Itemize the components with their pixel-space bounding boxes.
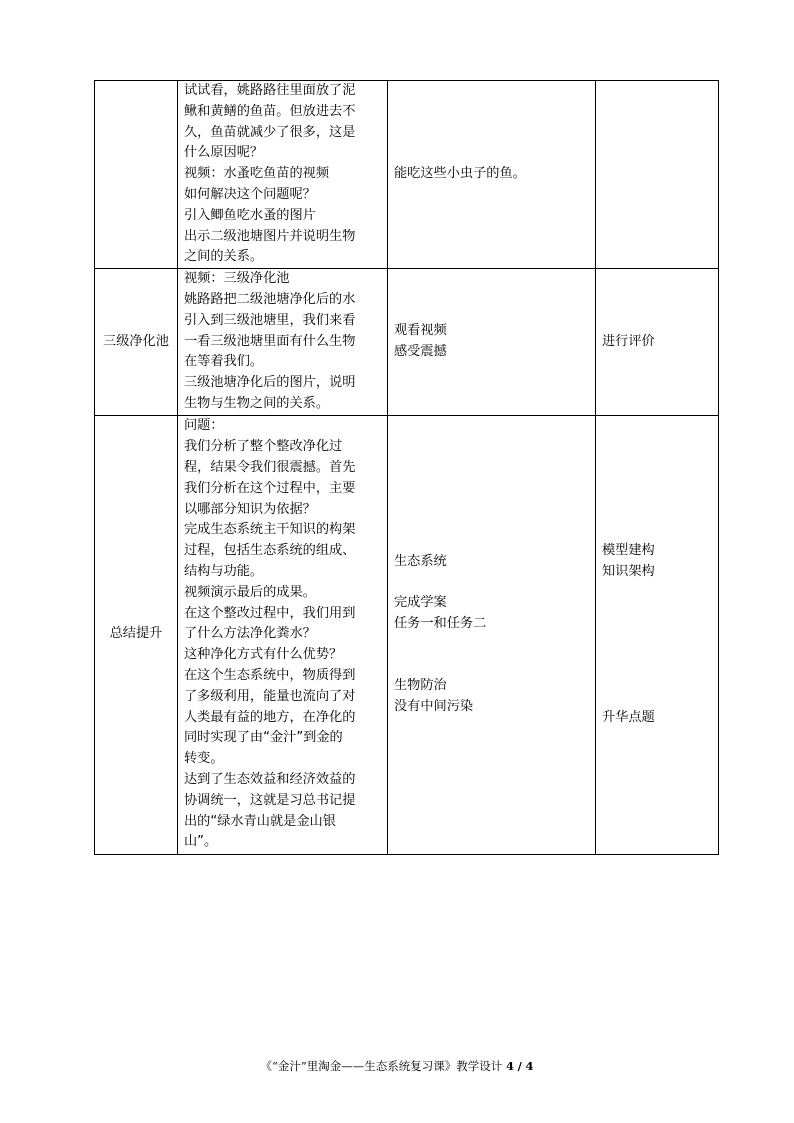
teacher-line: 三级池塘净化后的图片，说明 bbox=[184, 375, 356, 391]
teacher-line: 这种净化方式有什么优势？ bbox=[184, 647, 343, 663]
teacher-line: 我们分析在这个过程中，主要 bbox=[184, 480, 356, 496]
teacher-line: 我们分析了整个整改净化过 bbox=[184, 439, 343, 455]
teacher-line: 程，结果令我们很震撼。首先 bbox=[184, 459, 356, 475]
student-line: 观看视频 bbox=[394, 323, 447, 339]
student-line: 完成学案 bbox=[394, 595, 447, 611]
document-title: 《“金汁”里淘金——生态系统复习课》教学设计 bbox=[260, 1059, 503, 1073]
teacher-line: 结构与功能。 bbox=[184, 563, 264, 579]
student-line: 没有中间污染 bbox=[394, 699, 474, 715]
student-activity-cell bbox=[388, 269, 596, 416]
page-number: 4 bbox=[505, 1059, 514, 1073]
design-intent-cell bbox=[596, 81, 719, 269]
table-row bbox=[95, 269, 719, 416]
blank-line bbox=[602, 666, 712, 687]
page-separator: / bbox=[517, 1059, 522, 1073]
teacher-line: 什么原因呢？ bbox=[184, 145, 264, 161]
teacher-line: 引入鲫鱼吃水蚤的图片 bbox=[184, 207, 316, 223]
teacher-line: 出的“绿水青山就是金山银 bbox=[184, 813, 336, 829]
teacher-line: 同时实现了由“金汁”到金的 bbox=[184, 730, 343, 746]
teacher-line: 生物与生物之间的关系。 bbox=[184, 395, 330, 411]
teacher-line: 引入到三级池塘里，我们来看 bbox=[184, 312, 356, 328]
design-intent-cell bbox=[596, 269, 719, 416]
blank-line bbox=[602, 583, 712, 604]
teacher-activity-cell bbox=[178, 81, 388, 269]
intent-line: 知识架构 bbox=[602, 563, 655, 579]
intent-line: 模型建构 bbox=[602, 543, 655, 559]
blank-line bbox=[602, 687, 712, 708]
teacher-line: 姚路路把二级池塘净化后的水 bbox=[184, 291, 356, 307]
stage-cell bbox=[95, 269, 178, 416]
stage-label: 三级净化池 bbox=[103, 333, 169, 349]
intent-line: 升华点题 bbox=[602, 709, 655, 725]
teacher-line: 协调统一，这就是习总书记提 bbox=[184, 792, 356, 808]
teacher-line: 视频：三级净化池 bbox=[184, 271, 290, 287]
teacher-line: 如何解决这个问题呢？ bbox=[184, 186, 316, 202]
student-line: 生物防治 bbox=[394, 678, 447, 694]
student-line: 感受震撼 bbox=[394, 343, 447, 359]
teacher-line: 了什么方法净化粪水？ bbox=[184, 626, 316, 642]
teacher-line: 一看三级池塘里面有什么生物 bbox=[184, 333, 356, 349]
teacher-line: 出示二级池塘图片并说明生物 bbox=[184, 228, 356, 244]
blank-line bbox=[602, 624, 712, 645]
stage-label: 总结提升 bbox=[109, 626, 163, 642]
teacher-line: 人类最有益的地方，在净化的 bbox=[184, 709, 356, 725]
student-line: 能吃这些小虫子的鱼。 bbox=[394, 166, 526, 182]
intent-line: 进行评价 bbox=[602, 333, 655, 349]
blank-line bbox=[602, 604, 712, 625]
design-intent-cell bbox=[596, 415, 719, 854]
teacher-line: 以哪部分知识为依据？ bbox=[184, 501, 316, 517]
teacher-line: 达到了生态效益和经济效益的 bbox=[184, 771, 356, 787]
blank-line bbox=[394, 572, 589, 593]
teacher-activity-cell bbox=[178, 269, 388, 416]
stage-cell bbox=[95, 415, 178, 854]
page-total: 4 bbox=[525, 1059, 534, 1073]
stage-cell bbox=[95, 81, 178, 269]
student-line: 任务一和任务二 bbox=[394, 615, 487, 631]
blank-line bbox=[394, 656, 589, 677]
teacher-line: 在等着我们。 bbox=[184, 354, 264, 370]
teacher-line: 山”。 bbox=[184, 834, 218, 850]
blank-line bbox=[394, 635, 589, 656]
teacher-line: 视频：水蚤吃鱼苗的视频 bbox=[184, 166, 330, 182]
table-row bbox=[95, 415, 719, 854]
page-footer bbox=[0, 1058, 794, 1074]
teacher-line: 在这个整改过程中，我们用到 bbox=[184, 605, 356, 621]
student-activity-cell bbox=[388, 81, 596, 269]
teacher-line: 试试看，姚路路往里面放了泥 bbox=[184, 83, 356, 98]
teacher-line: 了多级利用，能量也流向了对 bbox=[184, 688, 356, 704]
student-line: 生态系统 bbox=[394, 553, 447, 569]
student-activity-cell bbox=[388, 415, 596, 854]
teacher-activity-cell bbox=[178, 415, 388, 854]
teacher-line: 之间的关系。 bbox=[184, 249, 264, 265]
teacher-line: 视频演示最后的成果。 bbox=[184, 584, 316, 600]
blank-line bbox=[602, 645, 712, 666]
teacher-line: 久，鱼苗就减少了很多，这是 bbox=[184, 124, 356, 140]
teacher-line: 过程，包括生态系统的组成、 bbox=[184, 543, 356, 559]
teacher-line: 完成生态系统主干知识的构架 bbox=[184, 522, 356, 538]
teacher-line: 问题： bbox=[184, 418, 224, 434]
teacher-line: 转变。 bbox=[184, 751, 224, 767]
lesson-plan-table bbox=[94, 80, 719, 855]
table-row bbox=[95, 81, 719, 269]
teacher-line: 鳅和黄鳝的鱼苗。但放进去不 bbox=[184, 103, 356, 119]
teacher-line: 在这个生态系统中，物质得到 bbox=[184, 667, 356, 683]
